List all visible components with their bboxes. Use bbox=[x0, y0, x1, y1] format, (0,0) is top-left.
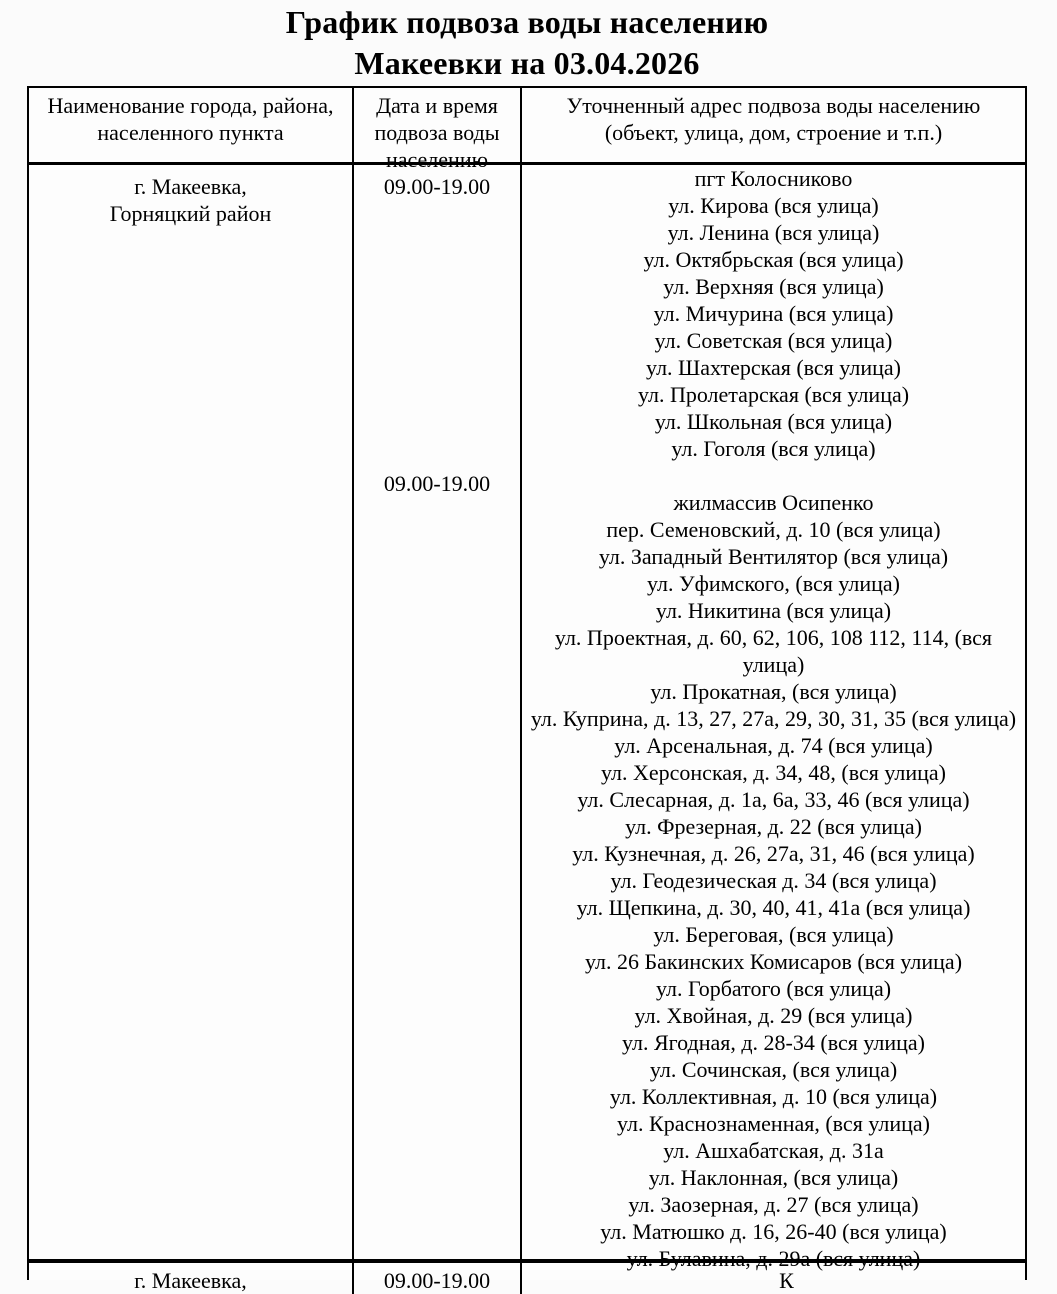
header-line: населенного пункта bbox=[97, 120, 284, 145]
address-line: ул. Заозерная, д. 27 (вся улица) bbox=[628, 1192, 919, 1217]
address-line: ул. Кузнечная, д. 26, 27а, 31, 46 (вся улица) bbox=[572, 841, 975, 866]
address-line: ул. Никитина (вся улица) bbox=[655, 598, 892, 623]
address-line: ул. Ленина (вся улица) bbox=[667, 220, 880, 245]
address-line: ул. Щепкина, д. 30, 40, 41, 41а (вся улица) bbox=[576, 895, 971, 920]
address-line: ул. Ашхабатская, д. 31а bbox=[663, 1138, 884, 1163]
header-line: (объект, улица, дом, строение и т.п.) bbox=[604, 120, 943, 145]
header-line: подвоза воды bbox=[374, 120, 500, 145]
header-line: Дата и время bbox=[376, 93, 498, 118]
address-line: ул. Куприна, д. 13, 27, 27а, 29, 30, 31, 35 (вся улица) bbox=[530, 706, 1017, 731]
address-line: ул. Гоголя (вся улица) bbox=[671, 436, 876, 461]
header-cell-address bbox=[522, 88, 1025, 165]
address-line: ул. Пролетарская (вся улица) bbox=[637, 382, 910, 407]
address-line: ул. Прокатная, (вся улица) bbox=[650, 679, 897, 704]
address-line: ул. Фрезерная, д. 22 (вся улица) bbox=[625, 814, 922, 839]
address-line: ул. Октябрьская (вся улица) bbox=[643, 247, 904, 272]
address-line: ул. Наклонная, (вся улица) bbox=[648, 1165, 899, 1190]
address-line: ул. Шахтерская (вся улица) bbox=[646, 355, 901, 380]
address-line: ул. Ягодная, д. 28-34 (вся улица) bbox=[621, 1030, 925, 1055]
header-line: Уточненный адрес подвоза воды населению bbox=[566, 93, 981, 118]
cell-datetime bbox=[354, 165, 522, 1263]
address-line: пер. Семеновский, д. 10 (вся улица) bbox=[606, 517, 941, 542]
address-block-kolosnikovo bbox=[524, 165, 1023, 462]
title-line-2: Макеевки на 03.04.2026 bbox=[354, 45, 700, 81]
address-line: ул. Советская (вся улица) bbox=[654, 328, 893, 353]
header-line: населению bbox=[385, 147, 489, 172]
address-line: ул. 26 Бакинских Комисаров (вся улица) bbox=[584, 949, 963, 974]
address-line: ул. Булавина, д. 29а (вся улица) bbox=[626, 1246, 921, 1271]
address-line: ул. Береговая, (вся улица) bbox=[653, 922, 894, 947]
address-line: ул. Сочинская, (вся улица) bbox=[649, 1057, 898, 1082]
address-line: К bbox=[779, 1268, 794, 1293]
address-line: жилмассив Осипенко bbox=[673, 490, 874, 515]
cell-location bbox=[29, 165, 354, 1263]
page-title bbox=[27, 2, 1027, 84]
address-line: ул. Херсонская, д. 34, 48, (вся улица) bbox=[600, 760, 947, 785]
address-line: ул. Уфимского, (вся улица) bbox=[647, 571, 900, 596]
location-line: г. Макеевка, bbox=[134, 1268, 247, 1293]
address-line: ул. Арсенальная, д. 74 (вся улица) bbox=[614, 733, 933, 758]
address-line: ул. Матюшко д. 16, 26-40 (вся улица) bbox=[600, 1219, 947, 1244]
header-line: Наименование города, района, bbox=[47, 93, 334, 118]
location-line: г. Макеевка, bbox=[134, 174, 247, 199]
title-line-1: График подвоза воды населению bbox=[285, 4, 769, 40]
cell-location-partial bbox=[29, 1263, 354, 1294]
address-line: ул. Краснознаменная, (вся улица) bbox=[617, 1111, 930, 1136]
cell-address-partial bbox=[522, 1263, 1025, 1294]
time-value-2: 09.00-19.00 bbox=[383, 471, 491, 496]
address-line: ул. Кирова (вся улица) bbox=[668, 193, 879, 218]
address-line: ул. Школьная (вся улица) bbox=[654, 409, 893, 434]
time-value: 09.00-19.00 bbox=[383, 1268, 491, 1293]
location-line: Горняцкий район bbox=[109, 201, 272, 226]
address-line: ул. Слесарная, д. 1а, 6а, 33, 46 (вся улица) bbox=[577, 787, 970, 812]
address-line: пгт Колосниково bbox=[694, 166, 853, 191]
cell-address bbox=[522, 165, 1025, 1271]
cell-datetime-partial bbox=[354, 1263, 522, 1294]
address-line: ул. Мичурина (вся улица) bbox=[653, 301, 894, 326]
address-block-osipenko bbox=[524, 489, 1023, 1272]
water-delivery-schedule-table bbox=[27, 86, 1027, 1293]
address-line: ул. Коллективная, д. 10 (вся улица) bbox=[609, 1084, 938, 1109]
address-line: ул. Хвойная, д. 29 (вся улица) bbox=[634, 1003, 913, 1028]
address-line: ул. Западный Вентилятор (вся улица) bbox=[598, 544, 949, 569]
address-line: ул. Горбатого (вся улица) bbox=[655, 976, 892, 1001]
address-line: ул. Геодезическая д. 34 (вся улица) bbox=[610, 868, 937, 893]
header-cell-datetime bbox=[354, 88, 522, 172]
time-value-1: 09.00-19.00 bbox=[383, 174, 491, 199]
address-line: ул. Верхняя (вся улица) bbox=[663, 274, 884, 299]
address-line: ул. Проектная, д. 60, 62, 106, 108 112, 114, (вся улица) bbox=[554, 625, 993, 677]
header-cell-location bbox=[29, 88, 354, 165]
